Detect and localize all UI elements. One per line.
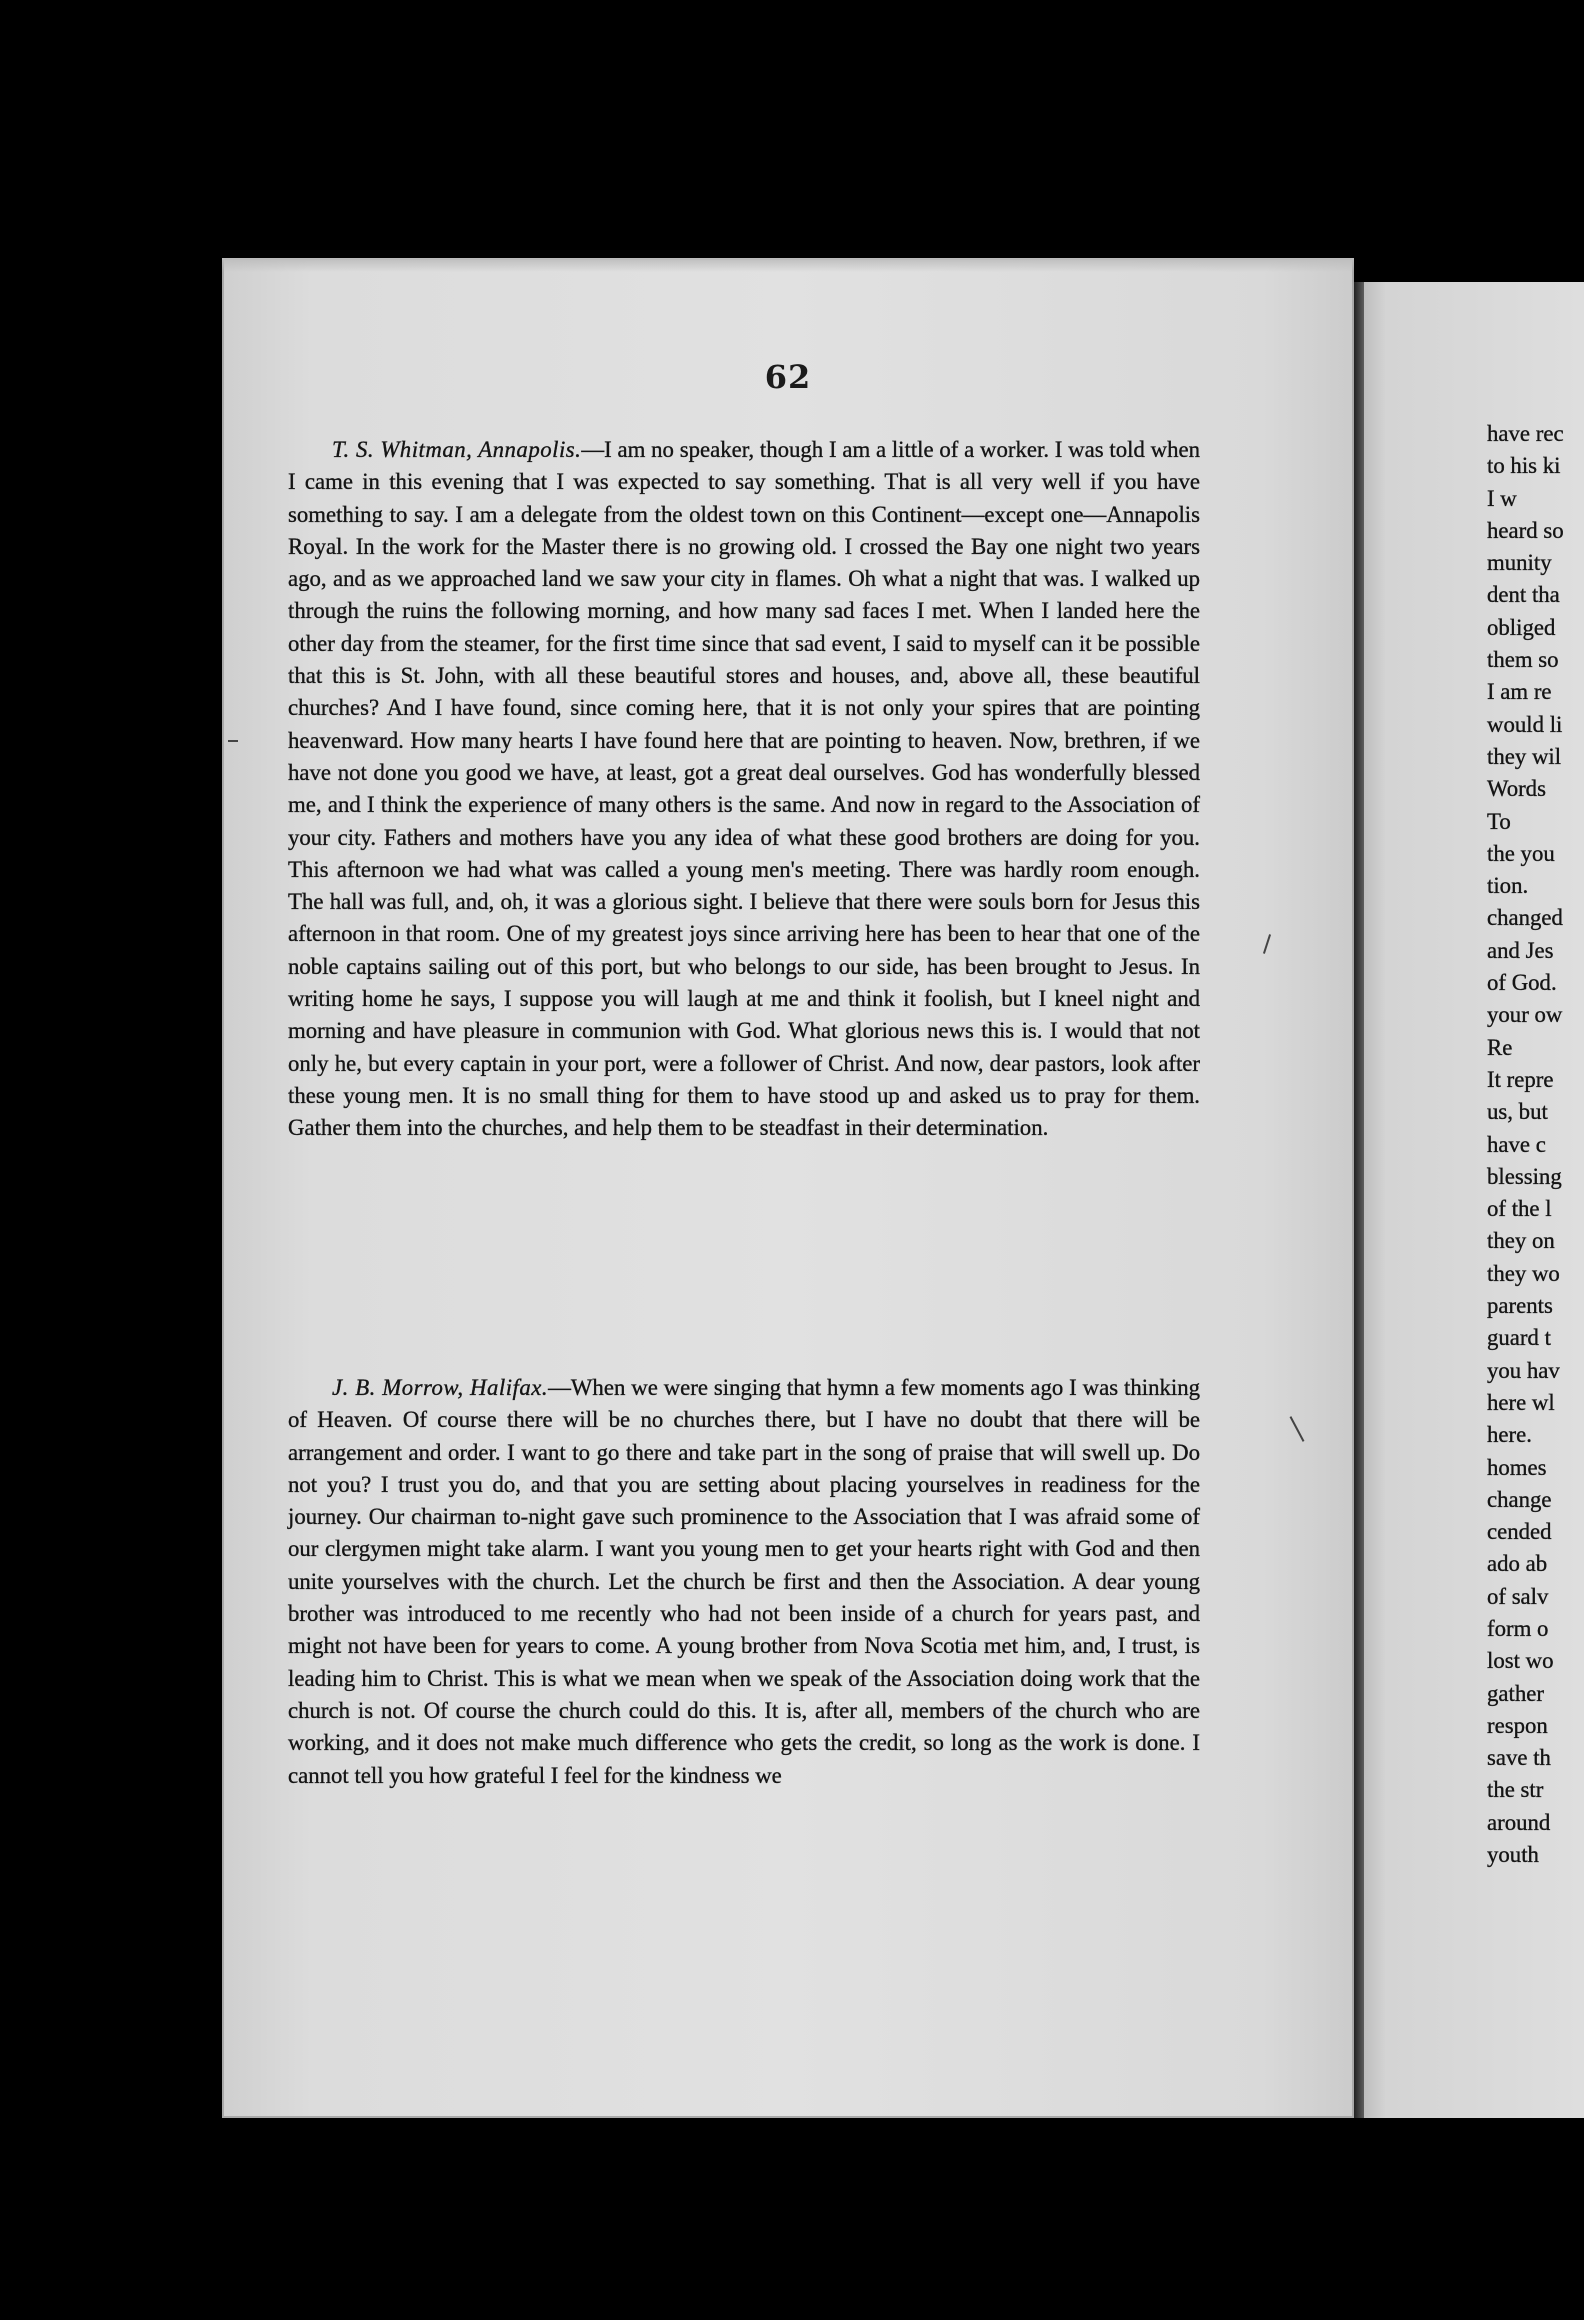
facing-page-line: have c <box>1487 1131 1546 1157</box>
facing-page-line: the str <box>1487 1777 1544 1803</box>
facing-page-line: form o <box>1487 1615 1549 1641</box>
paragraph-text: —When we were singing that hymn a few moments ago I was thinking of Heaven. Of course there will be no churches there, but I have no doubt that there will be arrangement and order. I want to go there and take part in the song of praise that will swell up. Do not you? I trust you do, and that you are setting about placing yourselves in readiness for the journey. Our chairman to-night gave such prominence to the Association that I was afraid some of our clergymen might take alarm. I want you young men to get your hearts right with God and then unite yourselves with the church. Let the church be first and then the Association. A dear young brother was introduced to me recently who had not been inside of a church for years past, and might not have been for years to come. A young brother from Nova Scotia met him, and, I trust, is leading him to Christ. This is what we mean when we speak of the Association doing work that the church is not. Of course the church could do this. It is, after all, members of the church who are working, and it does not make much difference who gets the credit, so long as the work is done. I cannot tell you how grateful I feel for the kindness we <box>288 1375 1201 1788</box>
speaker-name: J. B. Morrow, Halifax. <box>332 1375 549 1400</box>
facing-page-line: they wil <box>1487 743 1562 769</box>
facing-page-line: gather <box>1487 1680 1544 1706</box>
facing-page-line: Words <box>1487 776 1546 802</box>
facing-page-line: lost wo <box>1487 1648 1554 1674</box>
facing-page-line: changed <box>1487 905 1563 931</box>
facing-page-line: save th <box>1487 1745 1551 1771</box>
facing-page-line: and Jes <box>1487 937 1554 963</box>
facing-page-line: here wl <box>1487 1389 1555 1415</box>
facing-page-line: change <box>1487 1486 1552 1512</box>
facing-page-line: parents <box>1487 1293 1553 1319</box>
facing-page-line: blessing <box>1487 1163 1562 1189</box>
facing-page-line: It repre <box>1487 1066 1554 1092</box>
facing-page-line: of the l <box>1487 1196 1552 1222</box>
facing-page-line: to his ki <box>1487 453 1561 479</box>
book-page-left <box>222 258 1354 2118</box>
facing-page-line: us, but <box>1487 1099 1548 1125</box>
facing-page-line: youth <box>1487 1842 1539 1868</box>
paragraph-text: —I am no speaker, though I am a little of a worker. I was told when I came in this evening that I was expected to say something. That is all very well if you have something to say. I am a delegate from the oldest town on this Continent—except one—Annapolis Royal. In the work for the Master there is no growing old. I crossed the Bay one night two years ago, and as we approached land we saw your city in flames. Oh what a night that was. I walked up through the ruins the following morning, and how many sad faces I met. When I landed here the other day from the steamer, for the first time since that sad event, I said to myself can it be possible that this is St. John, with all these beautiful stores and houses, and, above all, these beautiful churches? And I have found, since coming here, that it is not only your spires that are pointing heavenward. How many hearts I have found here that are pointing to heaven. Now, brethren, if we have not done you good we have, at least, got a great deal ourselves. God has wonderfully blessed me, and I think the experience of many others is the same. And now in regard to the Association of your city. Fathers and mothers have you any idea of what these good brothers are doing for you. This afternoon we had what was called a young men's meeting. There was hardly room enough. The hall was full, and, oh, it was a glorious sight. I believe that there were souls born for Jesus this afternoon in that room. One of my greatest joys since arriving here has been to hear that one of the noble captains sailing out of this port, but who belongs to our side, has been brought to Jesus. In writing home he says, I suppose you will laugh at me and think it foolish, but I kneel night and morning and have pleasure in communion with God. What glorious news this is. I would that not only he, but every captain in your port, were a follower of Christ. And now, dear pastors, look after these young men. It is no small thing for them to have stood up and asked us to pray for them. Gather them into the churches, and help them to be steadfast in their determination. <box>288 437 1200 1141</box>
facing-page-line: would li <box>1487 711 1563 737</box>
facing-page-line: Re <box>1487 1034 1513 1060</box>
facing-page-line: of God. <box>1487 970 1557 996</box>
facing-page-line: they on <box>1487 1228 1555 1254</box>
facing-page-line: respon <box>1487 1712 1548 1738</box>
facing-page-line: your ow <box>1487 1002 1563 1028</box>
facing-page-line: tion. <box>1487 873 1529 899</box>
facing-page-line: dent tha <box>1487 582 1560 608</box>
facing-page-line: around <box>1487 1809 1551 1835</box>
facing-page-line: of salv <box>1487 1583 1549 1609</box>
facing-page-line: heard so <box>1487 517 1564 543</box>
facing-page-line: they wo <box>1487 1260 1560 1286</box>
paragraph-morrow <box>288 1372 1200 1792</box>
facing-page-line: the you <box>1487 840 1555 866</box>
page-number: 62 <box>764 358 812 396</box>
facing-page-line: ado ab <box>1487 1551 1548 1577</box>
paragraph-whitman <box>288 434 1200 1145</box>
scan-speck <box>228 740 238 742</box>
facing-page-line: cended <box>1487 1519 1552 1545</box>
facing-page-line: have rec <box>1487 421 1564 446</box>
facing-page-line: guard t <box>1487 1325 1551 1351</box>
facing-page-line: obliged <box>1487 614 1556 640</box>
facing-page-line: them so <box>1487 647 1559 673</box>
facing-page-line: To <box>1487 808 1511 834</box>
facing-page-line: here. <box>1487 1422 1532 1448</box>
facing-page-line: you hav <box>1487 1357 1560 1383</box>
book-page-right-partial <box>1364 282 1584 2118</box>
facing-page-line: munity <box>1487 550 1552 576</box>
facing-page-line: I w <box>1487 485 1517 511</box>
speaker-name: T. S. Whitman, Annapolis. <box>332 437 582 462</box>
facing-page-line: I am re <box>1487 679 1552 705</box>
facing-page-line: homes <box>1487 1454 1547 1480</box>
facing-page-text <box>1487 418 1564 1871</box>
